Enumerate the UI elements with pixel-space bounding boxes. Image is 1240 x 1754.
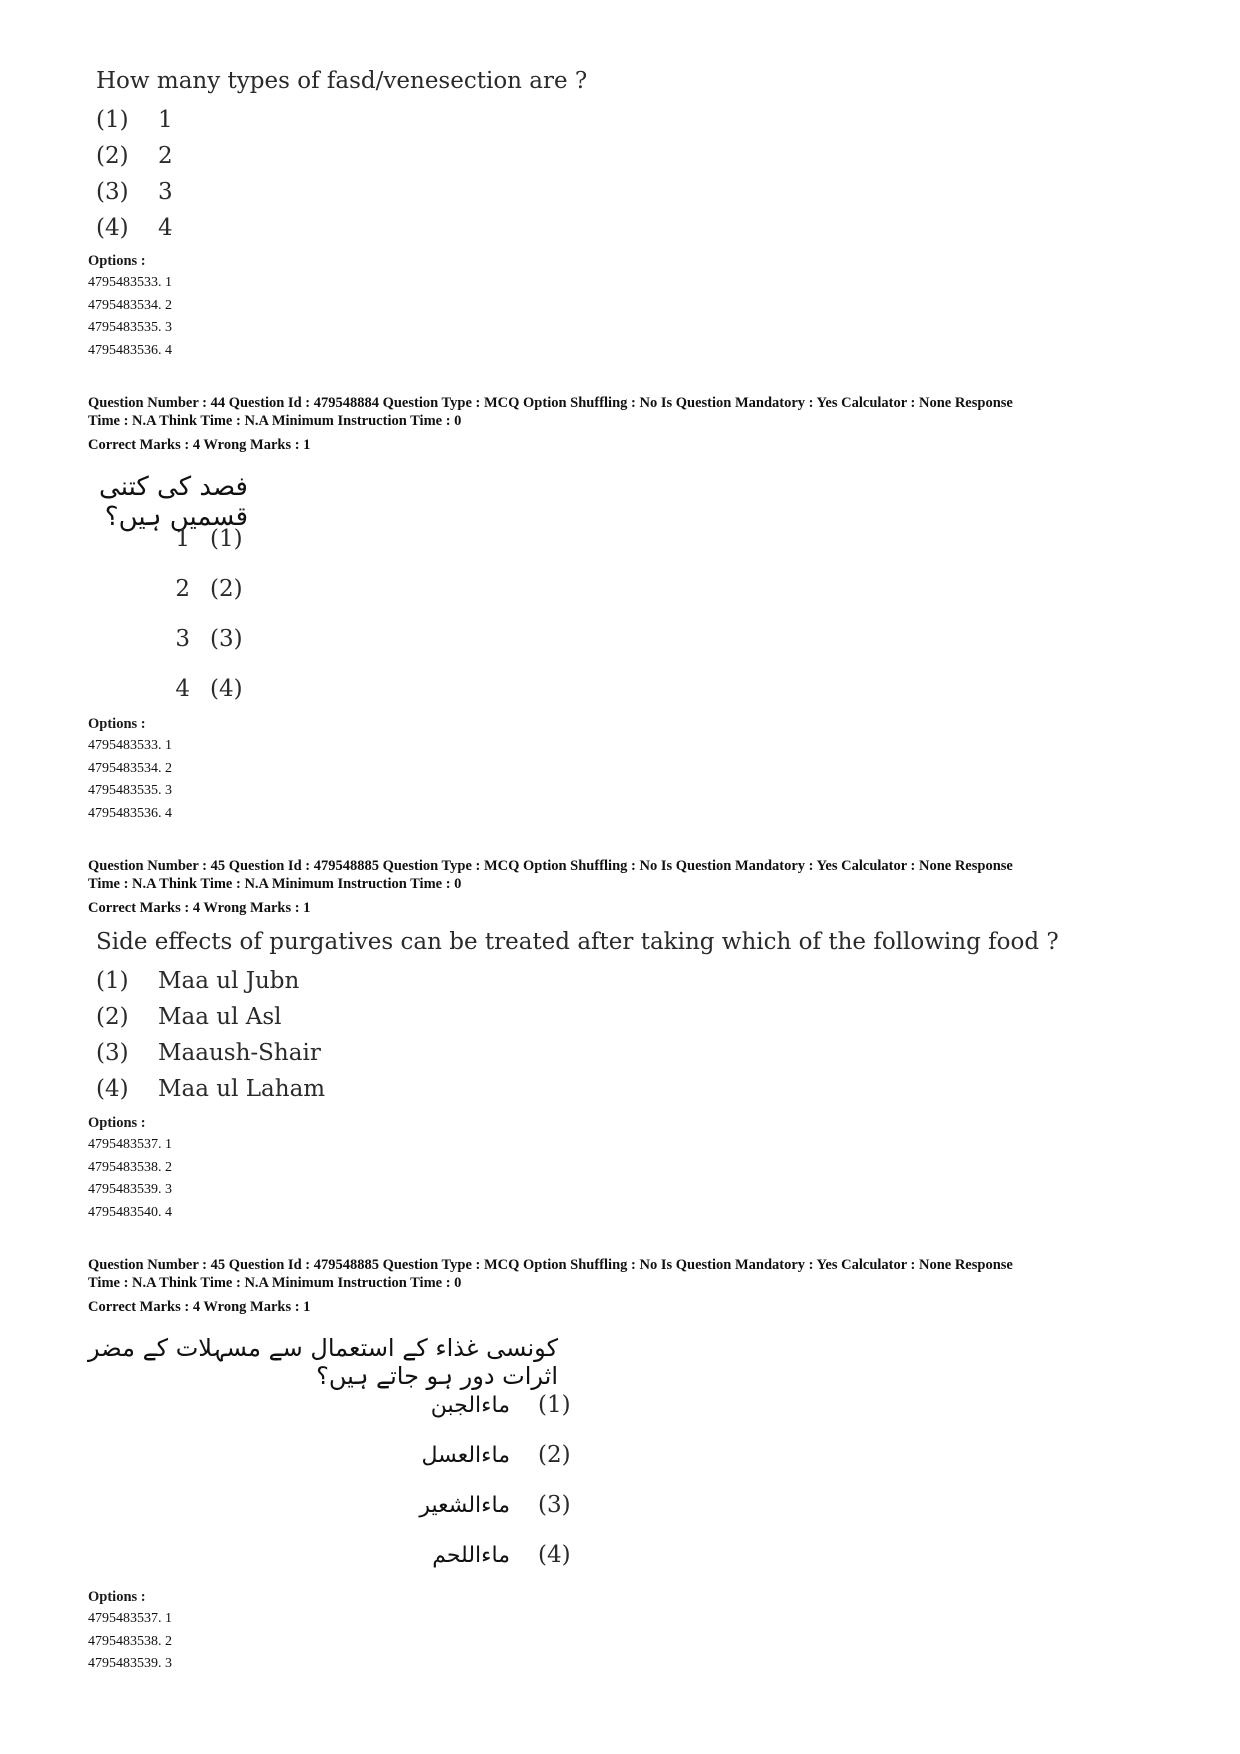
question-text: How many types of fasd/venesection are ?: [96, 68, 588, 94]
choice-row: [96, 174, 173, 210]
choice-number: (2): [210, 576, 243, 602]
choice-text: 2: [158, 143, 173, 169]
choice-text: Maaush-Shair: [158, 1040, 321, 1066]
choice-number: (2): [538, 1442, 571, 1468]
choice-text: 3: [175, 626, 190, 652]
choice-row: [96, 963, 299, 999]
meta-line: Question Number : 45 Question Id : 479548885 Question Type : MCQ Option Shuffling : No Is Question Mandatory : Yes Calculator : None Response: [88, 858, 1013, 874]
options-list: [88, 1586, 172, 1676]
option-id: 4795483535. 3: [88, 783, 172, 798]
choice-text: 3: [158, 179, 173, 205]
choice-number: (4): [96, 215, 129, 241]
question-meta: [88, 1256, 1188, 1292]
option-id: 4795483539. 3: [88, 1656, 172, 1671]
choice-text: ماءاللحم: [432, 1542, 510, 1568]
question-text: Side effects of purgatives can be treated after taking which of the following food ?: [96, 929, 1059, 955]
choice-number: (3): [96, 1040, 129, 1066]
option-id: 4795483535. 3: [88, 320, 172, 335]
choice-text: Maa ul Laham: [158, 1076, 326, 1102]
option-id: 4795483538. 2: [88, 1633, 172, 1649]
choice-number: (1): [96, 968, 129, 994]
choice-row: [96, 138, 173, 174]
marks-line: Correct Marks : 4 Wrong Marks : 1: [88, 437, 311, 453]
marks-line: Correct Marks : 4 Wrong Marks : 1: [88, 1299, 311, 1315]
meta-line: Time : N.A Think Time : N.A Minimum Instruction Time : 0: [88, 876, 462, 892]
choice-number: (2): [96, 1004, 129, 1030]
choice-row: [168, 676, 243, 702]
option-id: 4795483534. 2: [88, 297, 172, 313]
option-id: 4795483536. 4: [88, 342, 172, 358]
meta-line: Question Number : 45 Question Id : 479548885 Question Type : MCQ Option Shuffling : No Is Question Mandatory : Yes Calculator : None Response: [88, 1257, 1013, 1273]
meta-line: Time : N.A Think Time : N.A Minimum Instruction Time : 0: [88, 413, 462, 429]
option-id: 4795483538. 2: [88, 1159, 172, 1175]
question-text: کونسی غذاء کے استعمال سے مسہلات کے مضر اثرات دور ہو جاتے ہیں؟: [88, 1334, 558, 1390]
options-list: [88, 1112, 172, 1224]
choice-row: [96, 1071, 325, 1107]
choice-text: ماءالشعیر: [419, 1492, 510, 1518]
choice-number: (3): [538, 1492, 571, 1518]
choice-number: (4): [538, 1542, 571, 1568]
choice-row: [168, 626, 243, 652]
choice-text: 2: [175, 576, 190, 602]
choice-number: (4): [210, 676, 243, 702]
option-id: 4795483533. 1: [88, 738, 172, 753]
question-meta: [88, 857, 1188, 893]
option-id: 4795483536. 4: [88, 805, 172, 821]
choice-text: 4: [158, 215, 173, 241]
choice-text: 1: [175, 526, 190, 552]
choice-row: [400, 1392, 571, 1418]
option-id: 4795483539. 3: [88, 1182, 172, 1197]
options-label: Options :: [88, 716, 146, 732]
choice-number: (1): [538, 1392, 571, 1418]
choice-row: [96, 102, 173, 138]
choice-text: Maa ul Asl: [158, 1004, 282, 1030]
choice-text: ماءالجبن: [430, 1392, 510, 1418]
meta-line: Question Number : 44 Question Id : 479548884 Question Type : MCQ Option Shuffling : No Is Question Mandatory : Yes Calculator : None Response: [88, 395, 1013, 411]
choice-row: [96, 999, 282, 1035]
options-label: Options :: [88, 253, 146, 269]
option-id: 4795483540. 4: [88, 1204, 172, 1220]
question-meta: [88, 394, 1188, 430]
choice-number: (3): [210, 626, 243, 652]
question-text: فصد کی کتنی قسمیں ہیں؟: [99, 472, 248, 532]
choice-number: (4): [96, 1076, 129, 1102]
choice-row: [400, 1442, 571, 1468]
marks-line: Correct Marks : 4 Wrong Marks : 1: [88, 900, 311, 916]
options-label: Options :: [88, 1115, 146, 1131]
choice-text: 4: [175, 676, 190, 702]
choice-row: [96, 1035, 321, 1071]
choice-row: [96, 210, 173, 246]
choice-row: [400, 1542, 571, 1568]
choice-number: (2): [96, 143, 129, 169]
choice-number: (1): [96, 107, 129, 133]
meta-line: Time : N.A Think Time : N.A Minimum Instruction Time : 0: [88, 1275, 462, 1291]
choice-number: (3): [96, 179, 129, 205]
choice-row: [400, 1492, 571, 1518]
choice-number: (1): [210, 526, 243, 552]
options-list: [88, 250, 172, 362]
option-id: 4795483537. 1: [88, 1137, 172, 1152]
option-id: 4795483537. 1: [88, 1611, 172, 1626]
options-list: [88, 713, 172, 825]
choice-row: [168, 526, 243, 552]
choice-text: 1: [158, 107, 173, 133]
choice-text: Maa ul Jubn: [158, 968, 300, 994]
option-id: 4795483534. 2: [88, 760, 172, 776]
choice-text: ماءالعسل: [421, 1442, 510, 1468]
options-label: Options :: [88, 1589, 146, 1605]
option-id: 4795483533. 1: [88, 275, 172, 290]
choice-row: [168, 576, 243, 602]
